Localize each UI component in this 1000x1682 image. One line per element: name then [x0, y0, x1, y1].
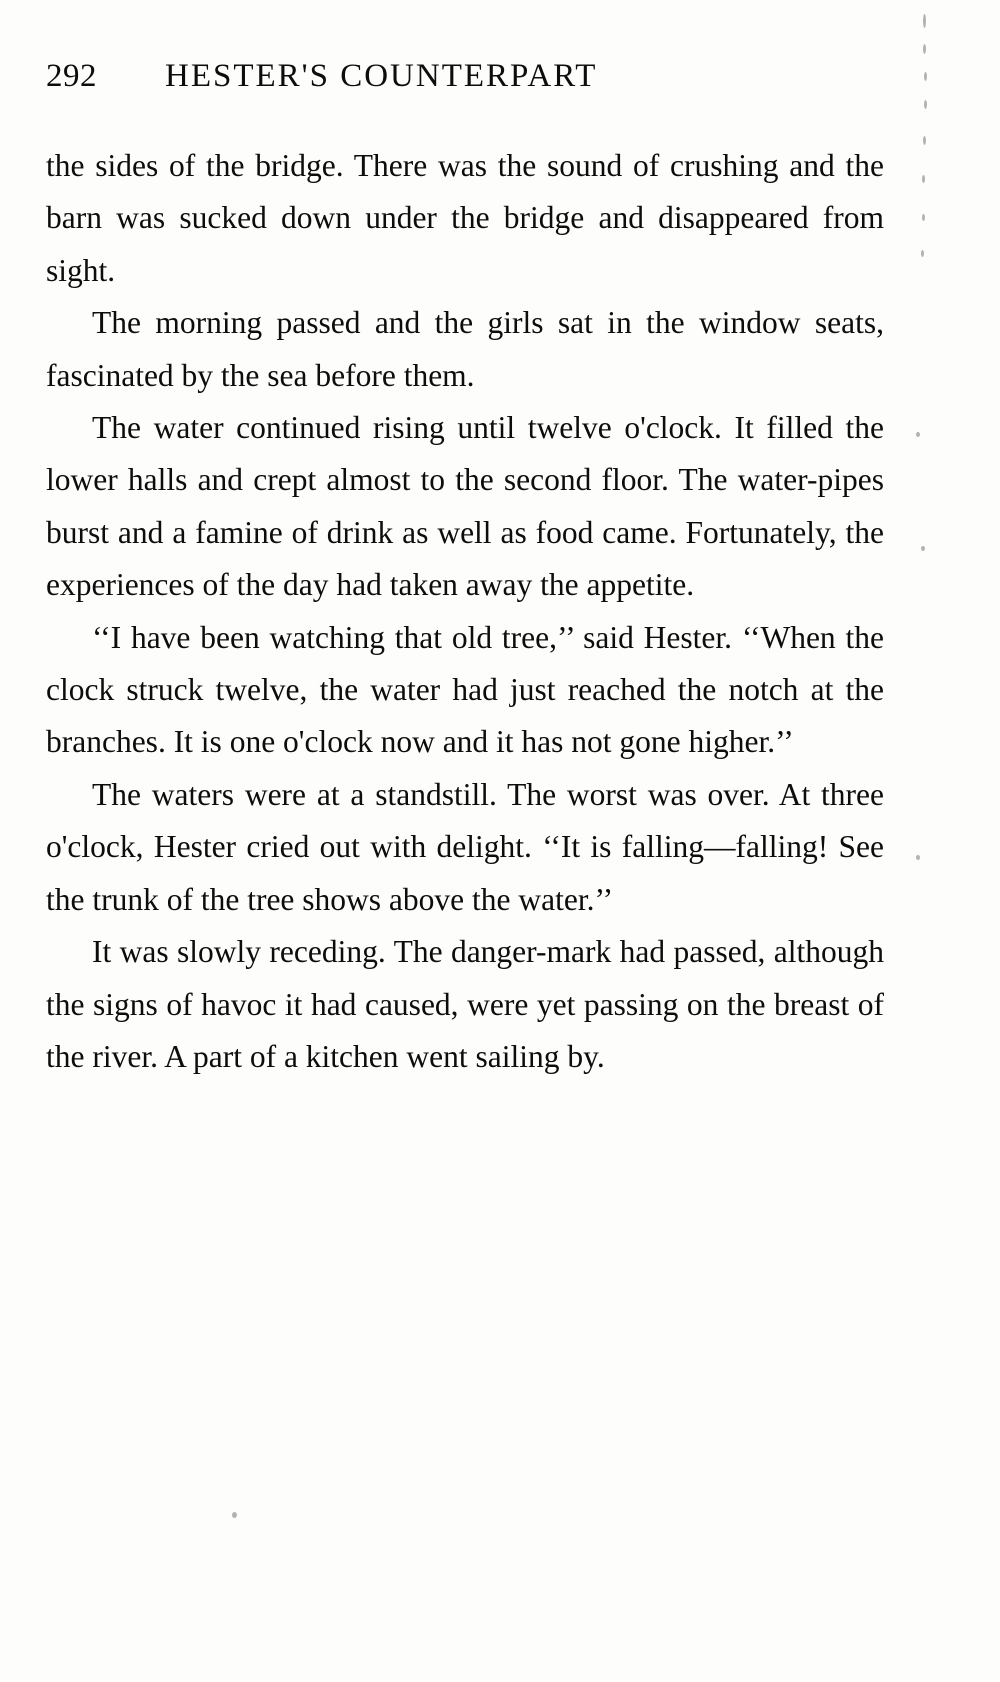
running-head: HESTER'S COUNTERPART — [165, 58, 598, 94]
paper-speck — [923, 136, 926, 145]
paragraph: The waters were at a standstill. The worst was over. At three o'clock, Hester cried out with delight. ‘‘It is falling—falling! See the trunk of the tree shows above the water.’’ — [46, 776, 884, 917]
paragraph: ‘‘I have been watching that old tree,’’ said Hester. ‘‘When the clock struck twelve, the water had just reached the notch at the branches. It is one o'clock now and it has not gone higher.’’ — [46, 619, 884, 760]
page-body — [46, 140, 884, 1083]
paper-speck — [916, 432, 920, 437]
paragraph: It was slowly receding. The danger-mark had passed, although the signs of havoc it had caused, were yet passing on the breast of the river. A part of a kitchen went sailing by. — [46, 934, 884, 1074]
page-header — [46, 58, 886, 95]
paper-speck — [922, 214, 925, 221]
paper-speck — [232, 1512, 237, 1518]
page-number: 292 — [46, 58, 97, 94]
paper-speck — [924, 72, 927, 81]
paper-speck — [923, 14, 926, 28]
paper-speck — [922, 175, 925, 183]
paper-speck — [921, 250, 924, 257]
paper-speck — [923, 44, 926, 54]
paragraph: the sides of the bridge. There was the sound of crushing and the barn was sucked down under the bridge and disappeared from sight. — [46, 148, 884, 288]
paper-speck — [924, 100, 927, 109]
paragraph: The water continued rising until twelve o'clock. It filled the lower halls and crept almost to the second floor. The water-pipes burst and a famine of drink as well as food came. Fortunately, the experiences of the day had taken away the appetite. — [46, 410, 884, 603]
paper-speck — [916, 855, 920, 860]
paragraph: The morning passed and the girls sat in the window seats, fascinated by the sea before them. — [46, 305, 884, 393]
paper-speck — [921, 546, 925, 551]
